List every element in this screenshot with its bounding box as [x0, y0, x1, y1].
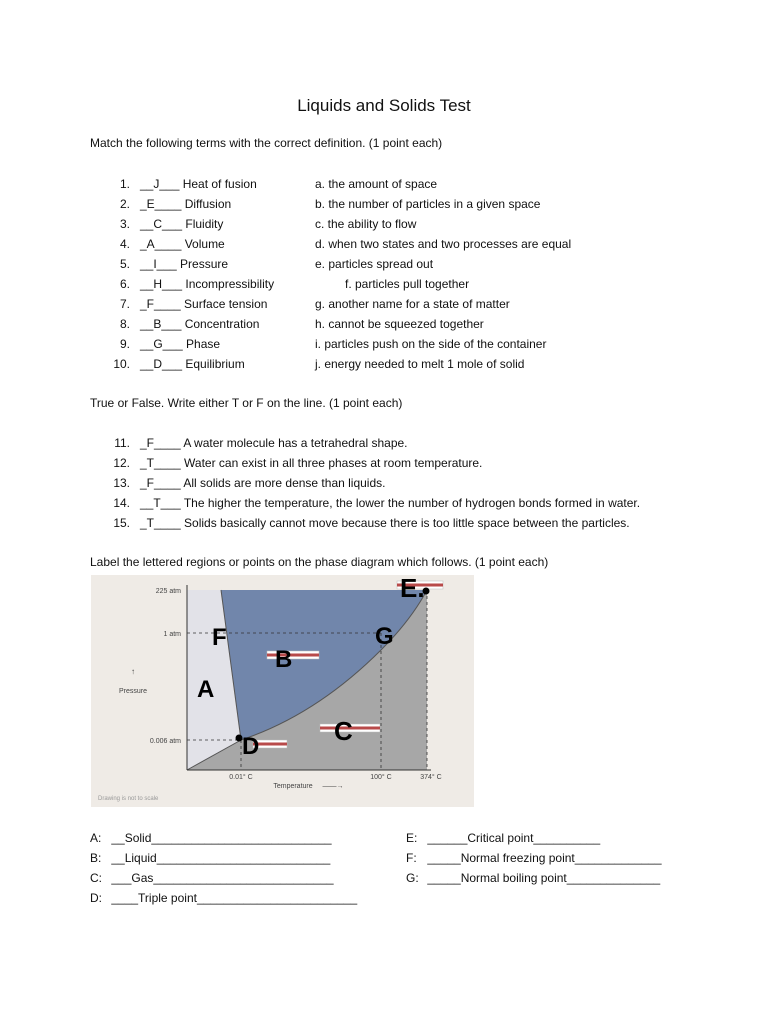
matching-item [100, 254, 571, 274]
item-number: 8. [119, 317, 130, 331]
true-false-item [100, 473, 640, 493]
letter-c: C [334, 716, 353, 746]
true-false-item [100, 493, 640, 513]
item-term: __B___ Concentration [140, 317, 260, 331]
phase-diagram [91, 575, 474, 807]
answer-row [90, 888, 357, 908]
answers-left [90, 828, 357, 908]
answer-key: A: [90, 831, 102, 845]
answer-row [406, 868, 662, 888]
item-definition: e. particles spread out [315, 257, 434, 271]
answer-key: G: [406, 871, 419, 885]
item-number: 14. [113, 496, 130, 510]
answer-key: F: [406, 851, 417, 865]
item-term: _A____ Volume [140, 237, 225, 251]
item-number: 11. [114, 436, 130, 450]
y-tick-label: 0.006 atm [149, 738, 181, 745]
item-statement: _F____ A water molecule has a tetrahedral shape. [140, 436, 408, 450]
answer-row [90, 828, 357, 848]
item-term: _F____ Surface tension [140, 297, 268, 311]
item-number: 15. [113, 516, 130, 530]
true-false-instruction: True or False. Write either T or F on the line. (1 point each) [90, 396, 403, 410]
x-tick-label: 374° C [420, 774, 442, 781]
page-title: Liquids and Solids Test [297, 96, 471, 115]
answer-key: E: [406, 831, 418, 845]
matching-item [100, 194, 571, 214]
matching-item [100, 354, 571, 374]
x-tick-label: 0.01° C [229, 774, 253, 781]
answers-right [406, 828, 662, 888]
matching-list [100, 174, 571, 374]
true-false-item [100, 453, 640, 473]
item-definition: d. when two states and two processes are equal [315, 237, 572, 251]
item-definition: g. another name for a state of matter [315, 297, 510, 311]
y-axis-label: Pressure [118, 688, 148, 695]
y-tick-label: 1 atm [163, 631, 181, 638]
item-number: 4. [119, 237, 130, 251]
answer-row [406, 828, 662, 848]
matching-item [100, 334, 571, 354]
answer-row [90, 868, 357, 888]
item-definition: c. the ability to flow [315, 217, 417, 231]
item-term: _E____ Diffusion [140, 197, 232, 211]
answer-row [406, 848, 662, 868]
matching-item [100, 214, 571, 234]
item-number: 7. [119, 297, 130, 311]
letter-d: D [242, 733, 260, 760]
x-tick-label: 100° C [370, 774, 392, 781]
true-false-list [100, 433, 640, 533]
matching-item [100, 174, 571, 194]
item-statement: _F____ All solids are more dense than liquids. [140, 476, 386, 490]
matching-item [100, 274, 571, 294]
item-statement: _T____ Water can exist in all three phases at room temperature. [140, 456, 483, 470]
item-number: 9. [119, 337, 130, 351]
item-number: 6. [119, 277, 130, 291]
x-axis-label: Temperature [273, 783, 313, 790]
answer-row [90, 848, 357, 868]
item-definition: j. energy needed to melt 1 mole of solid [315, 357, 525, 371]
item-number: 10. [113, 357, 130, 371]
letter-e: E. [400, 575, 425, 603]
item-definition: h. cannot be squeezed together [315, 317, 484, 331]
answer-key: B: [90, 851, 102, 865]
item-number: 3. [119, 217, 130, 231]
item-term: __J___ Heat of fusion [140, 177, 257, 191]
matching-item [100, 294, 571, 314]
item-term: __H___ Incompressibility [140, 277, 275, 291]
item-definition: f. particles pull together [345, 277, 470, 291]
item-number: 5. [119, 257, 130, 271]
item-number: 12. [113, 456, 130, 470]
answer-value: _____Normal boiling point______________ [427, 871, 661, 885]
answer-value: __Solid___________________________ [111, 831, 332, 845]
matching-instruction: Match the following terms with the correct definition. (1 point each) [90, 136, 443, 150]
answer-value: ____Triple point________________________ [111, 891, 358, 905]
item-term: __D___ Equilibrium [140, 357, 245, 371]
item-term: __G___ Phase [140, 337, 221, 351]
matching-item [100, 234, 571, 254]
item-definition: b. the number of particles in a given space [315, 197, 541, 211]
item-term: __C___ Fluidity [140, 217, 224, 231]
answer-value: _____Normal freezing point_____________ [427, 851, 662, 865]
letter-b: B [275, 646, 293, 673]
answer-value: __Liquid__________________________ [111, 851, 331, 865]
answer-key: C: [90, 871, 102, 885]
item-statement: _T____ Solids basically cannot move because there is too little space between the particles. [140, 516, 630, 530]
letter-g: G [375, 623, 394, 650]
matching-item [100, 314, 571, 334]
item-term: __I___ Pressure [140, 257, 229, 271]
x-axis-arrow: ——→ [322, 783, 344, 790]
item-statement: __T___ The higher the temperature, the lower the number of hydrogen bonds formed in water. [140, 496, 641, 510]
diagram-instruction: Label the lettered regions or points on the phase diagram which follows. (1 point each) [90, 555, 549, 569]
letter-a: A [197, 676, 215, 703]
true-false-item [100, 513, 640, 533]
item-definition: i. particles push on the side of the container [315, 337, 547, 351]
item-number: 13. [113, 476, 130, 490]
letter-f: F [212, 624, 227, 651]
item-number: 2. [119, 197, 130, 211]
answer-value: ___Gas___________________________ [111, 871, 334, 885]
y-tick-label: 225 atm [155, 588, 181, 595]
true-false-item [100, 433, 640, 453]
answer-value: ______Critical point__________ [427, 831, 601, 845]
answer-key: D: [90, 891, 102, 905]
scale-note: Drawing is not to scale [98, 796, 159, 802]
y-axis-arrow: ↑ [131, 667, 135, 676]
item-number: 1. [119, 177, 130, 191]
item-definition: a. the amount of space [315, 177, 438, 191]
